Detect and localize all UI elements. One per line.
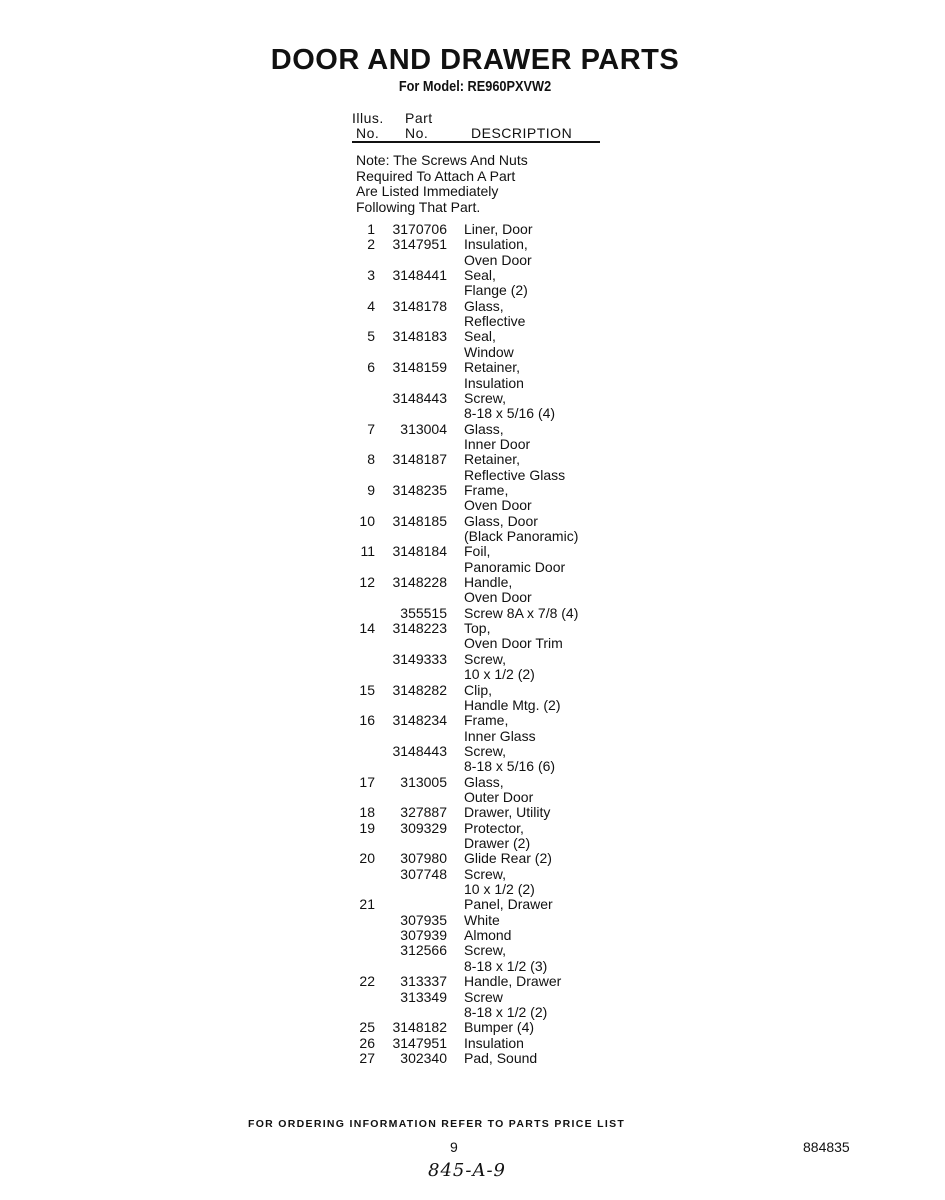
handwritten-note: 845-A-9	[428, 1160, 506, 1181]
part-description: Almond	[464, 927, 512, 944]
part-number: 313005	[400, 773, 447, 790]
part-description: 10 x 1/2 (2)	[464, 881, 535, 898]
illus-number: 11	[360, 543, 375, 560]
part-description: Frame,	[464, 481, 509, 498]
part-description: Insulation	[464, 1034, 524, 1051]
illus-number: 9	[367, 481, 375, 498]
part-description: Handle,	[464, 574, 513, 591]
part-number: 312566	[400, 942, 447, 959]
illus-number: 10	[359, 512, 375, 529]
part-number: 3148183	[392, 328, 447, 345]
part-number: 307939	[400, 927, 447, 944]
illus-number: 2	[367, 236, 375, 253]
illus-number: 15	[359, 681, 375, 698]
part-description: Oven Door Trim	[464, 635, 563, 652]
note-line: Required To Attach A Part	[356, 168, 516, 184]
illus-number: 19	[359, 819, 375, 836]
part-description: 10 x 1/2 (2)	[464, 666, 535, 683]
note-line: Note: The Screws And Nuts	[356, 152, 528, 168]
part-description: Screw,	[464, 650, 507, 667]
part-description: Inner Glass	[464, 727, 536, 744]
part-description: Handle Mtg. (2)	[464, 696, 561, 713]
part-description: Seal,	[464, 267, 496, 284]
part-description: Screw,	[464, 389, 507, 406]
part-description: Frame,	[464, 712, 509, 729]
part-number: 3148184	[392, 543, 447, 560]
part-description: Screw,	[464, 742, 507, 759]
illus-number: 17	[359, 773, 375, 790]
part-description: Top,	[464, 620, 491, 637]
part-number: 3147951	[392, 236, 447, 253]
part-number: 355515	[400, 604, 447, 621]
header-description: DESCRIPTION	[471, 125, 573, 141]
part-description: Seal,	[464, 328, 496, 345]
part-description: 8-18 x 1/2 (3)	[464, 957, 548, 974]
part-number: 3148443	[392, 742, 447, 759]
part-number: 327887	[400, 804, 447, 821]
part-description: Oven Door	[464, 251, 532, 268]
illus-number: 20	[359, 850, 375, 867]
part-description: Clip,	[464, 681, 493, 698]
part-description: (Black Panoramic)	[464, 528, 579, 544]
part-number: 3148223	[392, 620, 447, 637]
illus-number: 5	[367, 328, 375, 345]
part-description: Insulation	[464, 374, 524, 391]
part-description: Protector,	[464, 819, 524, 836]
part-description: Glass,	[464, 297, 504, 314]
ordering-info-footer: FOR ORDERING INFORMATION REFER TO PARTS PRICE LIST	[248, 1118, 626, 1130]
illus-number: 4	[367, 297, 375, 314]
document-number: 884835	[803, 1139, 850, 1155]
part-number: 3170706	[392, 221, 447, 237]
header-illus-no: No.	[356, 125, 380, 141]
part-number: 3149333	[392, 650, 447, 667]
part-number: 3148235	[392, 481, 447, 498]
part-description: Panoramic Door	[464, 558, 566, 575]
part-description: Panel, Drawer	[464, 896, 553, 913]
part-number: 309329	[400, 819, 447, 836]
illus-number: 21	[359, 896, 375, 913]
part-description: Insulation,	[464, 236, 528, 253]
part-description: Handle, Drawer	[464, 973, 562, 990]
part-description: 8-18 x 5/16 (4)	[464, 405, 556, 422]
note-line: Following That Part.	[356, 199, 481, 215]
illus-number: 27	[359, 1049, 375, 1066]
illus-number: 1	[367, 221, 375, 237]
part-description: Retainer,	[464, 451, 521, 468]
illus-number: 18	[359, 804, 375, 821]
header-illus: Illus.	[352, 110, 384, 126]
part-number: 307980	[400, 850, 447, 867]
part-number: 313337	[400, 973, 447, 990]
part-number: 3148282	[392, 681, 447, 698]
note-line: Are Listed Immediately	[356, 183, 499, 199]
part-description: Pad, Sound	[464, 1049, 538, 1066]
part-description: Retainer,	[464, 359, 521, 376]
part-description: Outer Door	[464, 788, 534, 805]
header-part-no: No.	[405, 125, 429, 141]
part-description: Window	[464, 343, 514, 360]
illus-number: 16	[359, 712, 375, 729]
part-number: 313004	[400, 420, 447, 437]
part-description: Screw,	[464, 865, 507, 882]
illus-number: 6	[367, 359, 375, 376]
part-description: Foil,	[464, 543, 491, 560]
part-number: 3148228	[392, 574, 447, 591]
illus-number: 3	[367, 267, 375, 284]
part-number: 3148441	[392, 267, 447, 284]
part-number: 3148187	[392, 451, 447, 468]
part-number: 307935	[400, 911, 447, 928]
model-subtitle: For Model: RE960PXVW2	[398, 78, 552, 95]
page-number: 9	[450, 1139, 458, 1155]
header-part: Part	[405, 110, 433, 126]
part-description: Reflective	[464, 313, 526, 330]
illus-number: 14	[359, 620, 375, 637]
part-description: Glide Rear (2)	[464, 850, 552, 867]
part-description: 8-18 x 5/16 (6)	[464, 758, 556, 775]
part-number: 3148182	[392, 1019, 447, 1036]
part-description: Oven Door	[464, 589, 532, 606]
part-description: Glass,	[464, 773, 504, 790]
part-description: 8-18 x 1/2 (2)	[464, 1003, 548, 1020]
part-description: Drawer (2)	[464, 835, 531, 851]
page-title: DOOR AND DRAWER PARTS	[270, 44, 680, 76]
illus-number: 7	[367, 420, 375, 437]
part-number: 302340	[400, 1049, 447, 1066]
part-description: Screw 8A x 7/8 (4)	[464, 604, 579, 621]
part-description: Oven Door	[464, 497, 532, 514]
part-description: White	[464, 911, 500, 928]
part-description: Reflective Glass	[464, 466, 566, 483]
part-number: 3148443	[392, 389, 447, 406]
part-description: Bumper (4)	[464, 1019, 535, 1036]
part-description: Liner, Door	[464, 221, 533, 237]
part-number: 3147951	[392, 1034, 447, 1051]
part-number: 307748	[400, 865, 447, 882]
part-description: Flange (2)	[464, 282, 528, 299]
part-description: Drawer, Utility	[464, 804, 551, 821]
illus-number: 26	[359, 1034, 375, 1051]
part-number: 3148234	[392, 712, 447, 729]
part-description: Screw,	[464, 942, 507, 959]
part-description: Glass, Door	[464, 512, 538, 529]
part-description: Inner Door	[464, 435, 531, 452]
header-underline	[352, 141, 600, 143]
part-number: 3148185	[392, 512, 447, 529]
part-description: Screw	[464, 988, 503, 1005]
illus-number: 22	[359, 973, 375, 990]
part-description: Glass,	[464, 420, 504, 437]
part-number: 3148178	[392, 297, 447, 314]
illus-number: 12	[359, 574, 375, 591]
illus-number: 25	[359, 1019, 375, 1036]
part-number: 3148159	[392, 359, 447, 376]
illus-number: 8	[367, 451, 375, 468]
part-number: 313349	[400, 988, 447, 1005]
